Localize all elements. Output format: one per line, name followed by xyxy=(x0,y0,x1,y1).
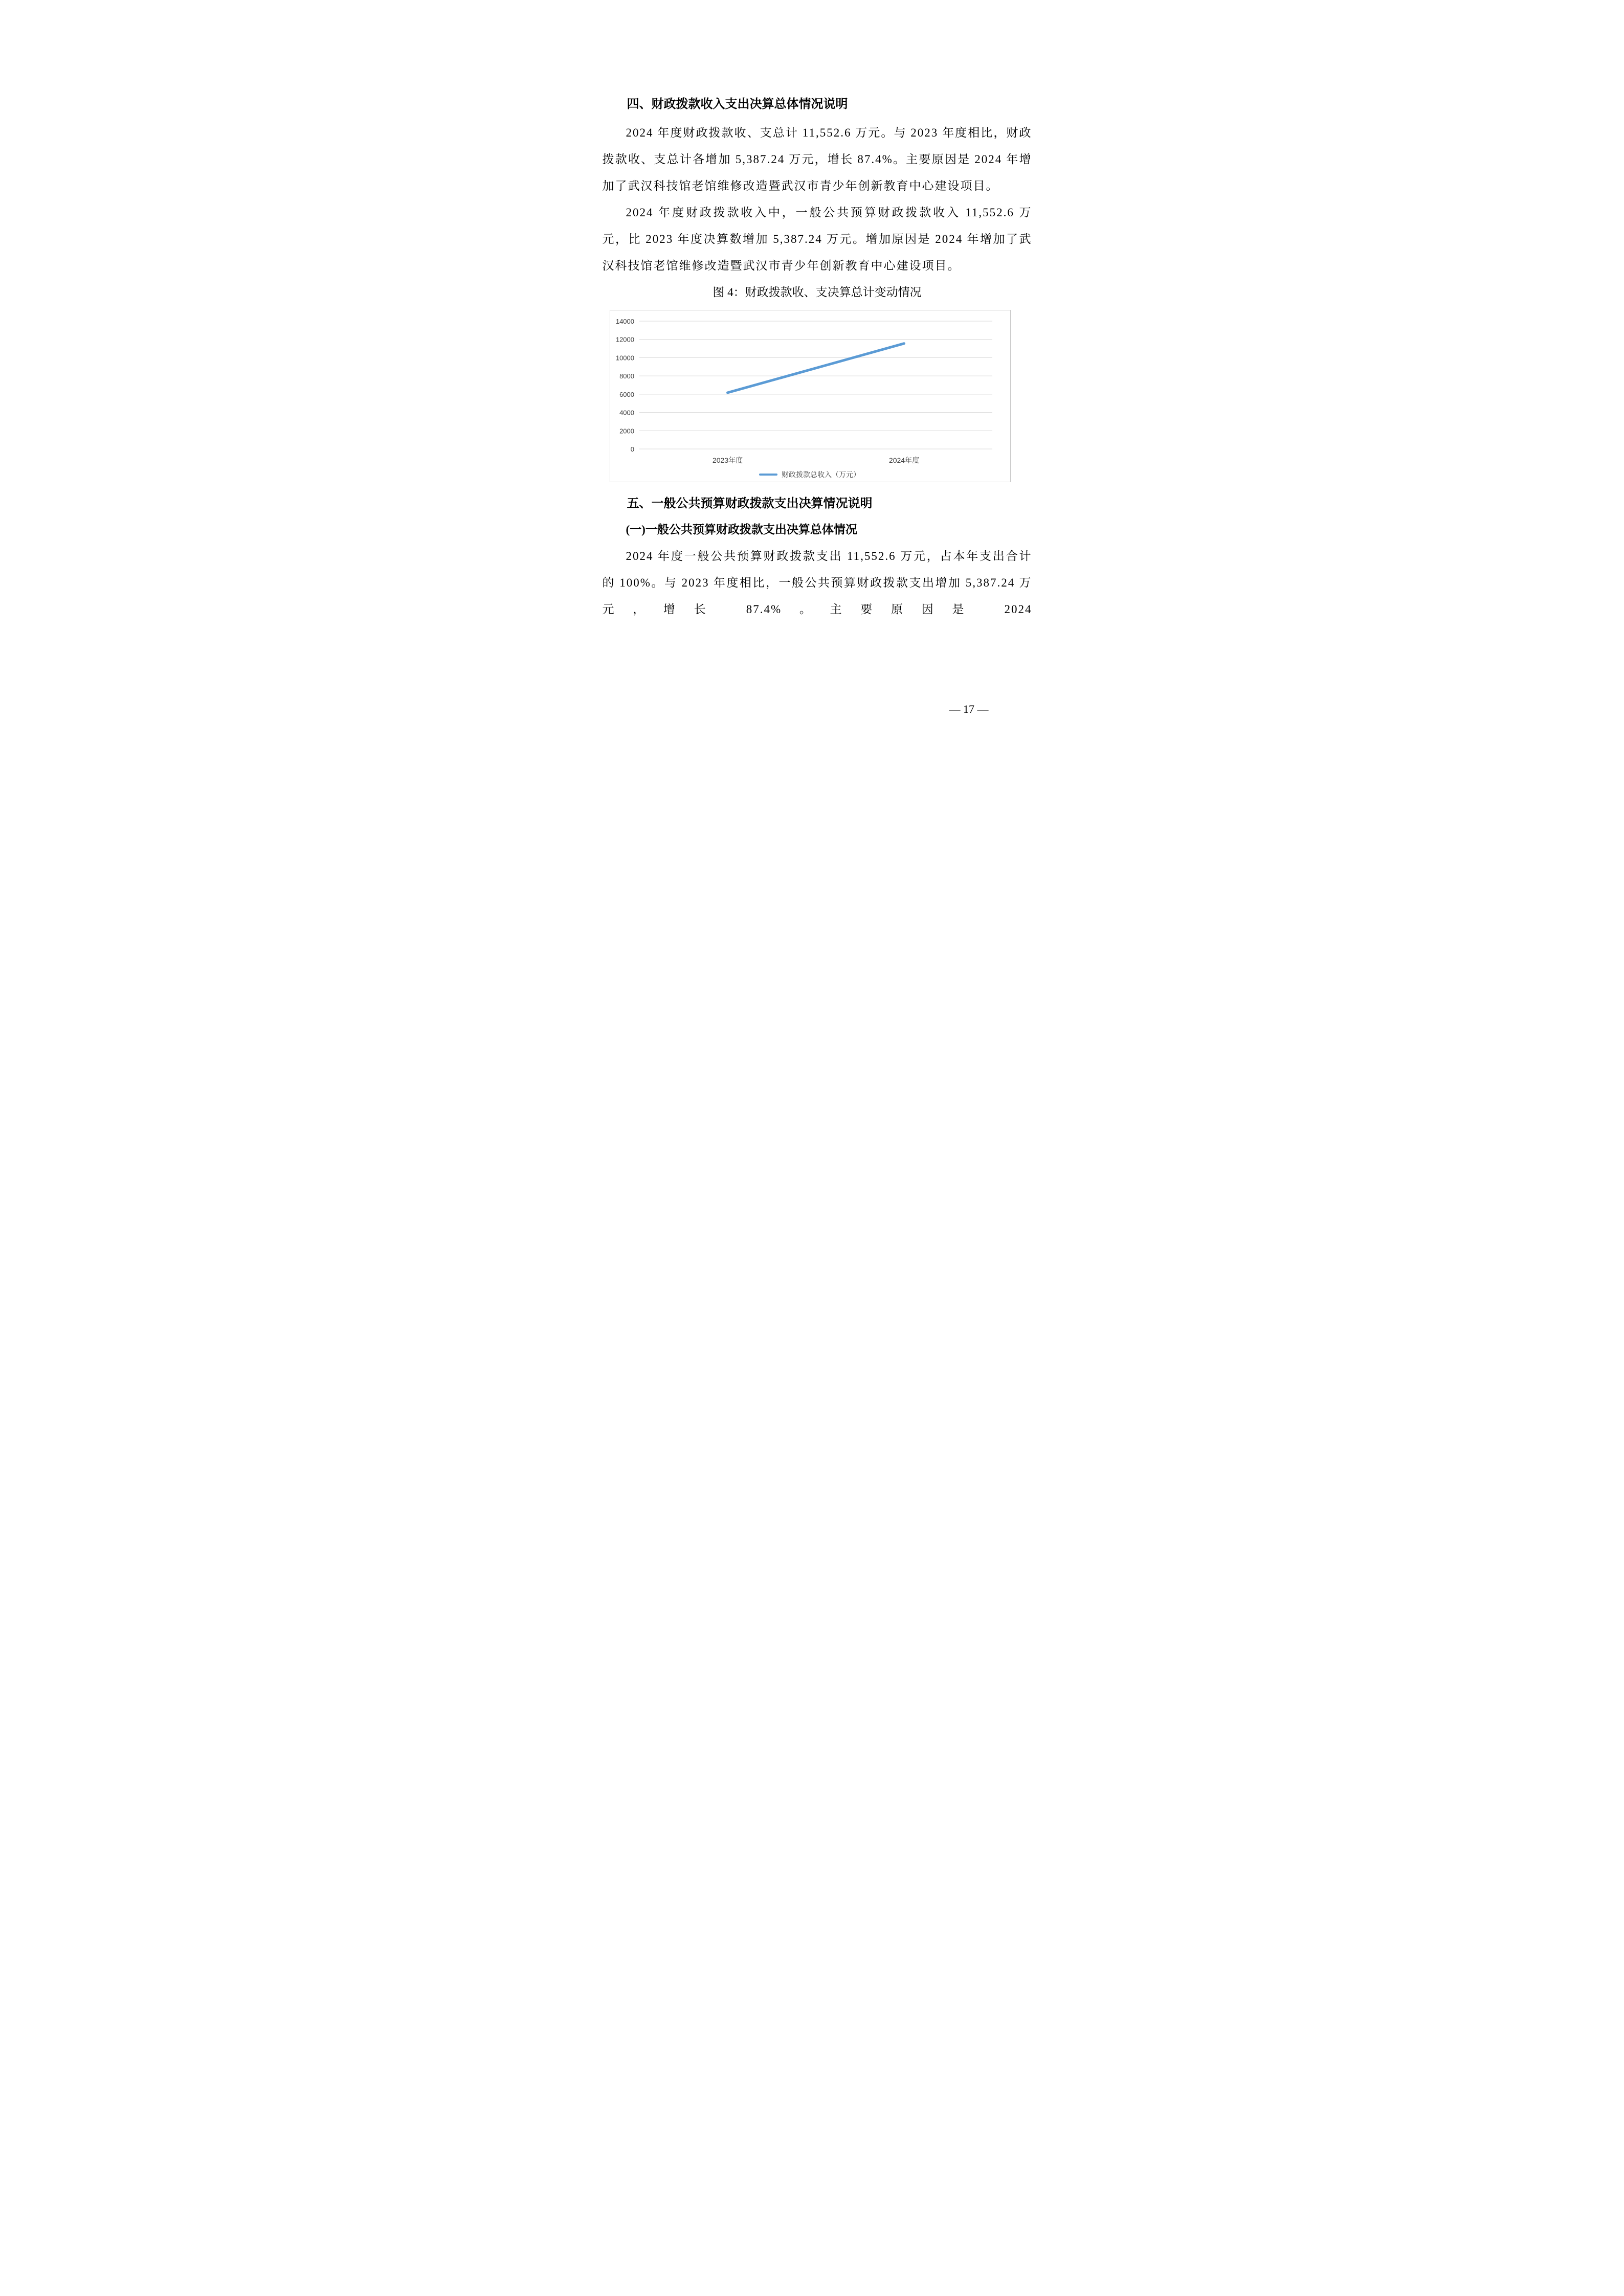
figure4-line-chart-canvas xyxy=(610,310,1010,482)
svg-text:10000: 10000 xyxy=(615,354,634,362)
svg-text:2023年度: 2023年度 xyxy=(712,456,743,464)
svg-text:0: 0 xyxy=(630,445,634,453)
svg-text:财政拨款总收入（万元）: 财政拨款总收入（万元） xyxy=(781,470,860,479)
section4-heading: 四、财政拨款收入支出决算总体情况说明 xyxy=(627,97,848,111)
svg-text:6000: 6000 xyxy=(619,390,634,398)
svg-text:4000: 4000 xyxy=(619,409,634,417)
section5-paragraph-1: 2024 年度一般公共预算财政拨款支出 11,552.6 万元，占本年支出合计的 100%。与 2023 年度相比，一般公共预算财政拨款支出增加 5,387.24 万元，增长 87.4%。主要原因是 2024 xyxy=(602,550,1032,616)
svg-text:8000: 8000 xyxy=(619,372,634,380)
svg-text:14000: 14000 xyxy=(615,318,634,325)
document-page xyxy=(531,0,1094,796)
section5-heading: 五、一般公共预算财政拨款支出决算情况说明 xyxy=(627,497,873,510)
section4-paragraph-1: 2024 年度财政拨款收、支总计 11,552.6 万元。与 2023 年度相比，财政拨款收、支总计各增加 5,387.24 万元，增长 87.4%。主要原因是 2024 年增加了武汉科技馆老馆维修改造暨武汉市青少年创新教育中心建设项目。 xyxy=(602,126,1032,192)
section5-subheading: (一)一般公共预算财政拨款支出决算总体情况 xyxy=(626,523,857,536)
svg-text:12000: 12000 xyxy=(615,335,634,344)
page-number: — 17 — xyxy=(949,703,989,715)
svg-text:2000: 2000 xyxy=(619,427,634,435)
svg-text:2024年度: 2024年度 xyxy=(888,456,919,464)
figure4-caption: 图 4：财政拨款收、支决算总计变动情况 xyxy=(713,286,922,299)
section4-paragraph-2: 2024 年度财政拨款收入中，一般公共预算财政拨款收入 11,552.6 万元，比 2023 年度决算数增加 5,387.24 万元。增加原因是 2024 年增加了武汉科技馆老馆维修改造暨武汉市青少年创新教育中心建设项目。 xyxy=(602,206,1032,272)
figure4-line-chart xyxy=(610,310,1011,482)
